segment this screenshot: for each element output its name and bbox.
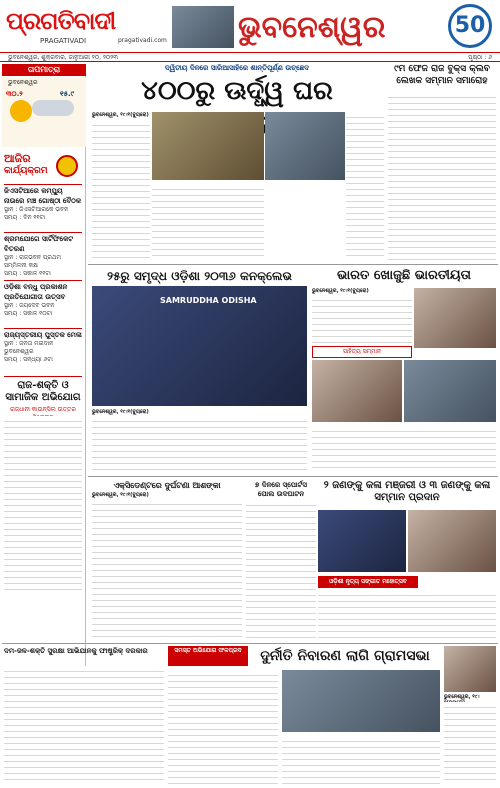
bottom-mid-body [168,670,278,784]
bottom-mid-body [282,736,440,784]
demolition-photo [152,112,264,180]
aji-subtitle: କାର୍ଯ୍ୟକ୍ରମ [4,166,48,176]
small-story-headline: ଏକ୍ସିଡେଣ୍ଟରେ ଦୁର୍ଘଟଣା ଆଶଙ୍କା [113,480,221,490]
aji-item [4,282,82,324]
small-story-byline: ଭୁବନେଶ୍ୱର, ୧୯।୧(ବ୍ୟୁରୋ) [92,492,149,498]
right-column-byline: ଭୁବନେଶ୍ୱର, ୧୯। [444,694,480,700]
aji-item-time: ସମୟ : ସକାଳ ୧୧ଟା [4,270,51,277]
small-story2-headline: ୭ ଦିନରେ ସ୍ପୋର୍ଟସ ପୋଲ ଉଦଘାଟନ [255,480,307,498]
anniversary-badge: 50 [448,4,492,48]
weather-title: ତାପମାତ୍ରା [2,64,86,76]
top-story-byline: ଭୁବନେଶ୍ୱର, ୧୯।୧(ବ୍ୟୁରୋ) [92,112,149,118]
bottom-left-headline: ଦମ-ଜଳ-ଶକ୍ତି ସୁରକ୍ଷା ଆଭିଯାନକୁ ଫାଷ୍ଟ୍ରିକ୍ ଦରକାର [4,646,148,655]
divider [88,476,498,477]
divider [4,232,82,233]
right-story2-body [312,295,412,347]
masthead-photo [172,6,234,48]
divider [4,328,82,329]
top-story-body [152,184,264,260]
weather-max: ୩୦.୨ [6,90,23,98]
masthead-logo: ପ୍ରଗତିବାଦୀ [6,6,116,35]
sun-icon [10,100,32,122]
aji-item-title: ଶ୍ରମଯୋଗେ ସାର୍ଟିଫିକେଟ ବିତରଣ [4,235,74,253]
mid-story-headline: ୨୫ରୁ ସମୃଦ୍ଧ ଓଡ଼ିଶା ୨୦୩୬ କନକ୍ଲେଭ [107,269,292,283]
art-inset-label: ଓଡ଼ିଶୀ ନୃତ୍ୟ ସଙ୍ଗୀତ ମହୋତ୍ସବ [318,576,418,588]
aji-title: ଆଜିର [4,152,31,165]
aji-item [4,234,82,276]
aji-item-time: ସମୟ : ସକାଳ ୧୦ଟା [4,310,53,317]
top-story-body [346,112,384,260]
small-story-body [92,499,242,639]
aji-item [4,330,82,372]
bottom-mid-headline: ଦୁର୍ନୀତି ନିବାରଣ ଲାଗି ଗ୍ରାମସଭା [260,648,430,664]
cloud-icon [32,100,74,116]
quote-label: ସାହିତ୍ୟ ସମ୍ମାନ [312,346,412,358]
bottom-mid-kicker: ସମସ୍ତ ଅଭିଯୋଗ ଫଳପ୍ରଦ [168,646,248,666]
event-photo [312,360,402,422]
aji-item-title: ଓଡ଼ିଶା ବନ୍ଧୁ ପ୍ରକାଶନ ପ୍ରତିଯୋଗୀତା ଉତ୍ସବ [4,283,68,301]
demolition-photo [265,112,345,180]
art-story-headline: ୨ ଜଣଙ୍କୁ କଳା ମଞ୍ଜରୀ ଓ ୩ ଜଣଙ୍କୁ କଳା ସମ୍ମାନ ପ୍ରଦାନ [323,480,491,503]
award-photo [408,510,496,572]
aji-item-venue: ସ୍ଥାନ : ରାଜଭବନ ପ୍ରଥମ ସମ୍ମିଳନୀ କକ୍ଷ [4,254,61,269]
aji-item [4,186,82,228]
aji-item-title: ଜିଏସଟିଆରେ କମ୍ପ୍ୟୁ ନାଉରେ ମଞ୍ଚ ଗୋଷ୍ଠୀ ବୈଠକ [4,187,82,205]
divider [4,280,82,281]
gram-sabha-photo [282,670,440,732]
aji-item-venue: ସ୍ଥାନ : ଜନତା ମଇଦାନ ଭୁବନେଶ୍ୱର [4,340,54,355]
page-number: ପୃଷ୍ଠା : ୬ [468,54,492,61]
aji-item-venue: ସ୍ଥାନ : ଜିଏସଟିଆରକେ ଭବନ [4,206,69,213]
left-story-kicker: ରାଜଧାନୀ କାଉନ୍ସିଲ ଉତ୍ତର [10,406,76,413]
aji-item-venue: ସ୍ଥାନ : ଜୟଦେବ ଭବନ [4,302,55,309]
mid-story-body [92,416,307,472]
right-story2-byline: ଭୁବନେଶ୍ୱର, ୧୯।୧(ବ୍ୟୁରୋ) [312,288,369,294]
aji-item-time: ସମୟ : ଦିନ ୧୧ଟା [4,214,46,221]
aji-item-title: ରାଜ୍ୟସ୍ତରୀୟ ପୁସ୍ତକ ମେଳା [4,331,82,339]
clock-icon [56,155,78,177]
portrait-photo [444,646,496,692]
right-story2-headline: ଭାରତ ଖୋଜୁଛି ଭାରତୀୟତା [336,268,471,283]
mid-story-byline: ଭୁବନେଶ୍ୱର, ୧୯।୧(ବ୍ୟୁରୋ) [92,409,149,415]
right-story1-subhead: ଲେଖକ ସମ୍ମାନ ସମାରୋହ [396,76,488,86]
edition-city: ଭୁବନେଶ୍ୱର [238,10,386,45]
top-story-body [92,120,150,260]
left-story-body [4,416,82,591]
left-story-headline: ରାଜ-ଶକ୍ତି ଓ ସାମାଜିକ ଅଭିଯୋଗ [5,380,81,403]
event-photo [404,360,496,422]
divider [88,264,498,265]
dateline [0,52,500,62]
speaker-photo [414,288,496,348]
award-photo [318,510,406,572]
right-story1-body [388,92,496,260]
masthead-website: pragativadi.com [118,37,167,44]
art-story-body [318,590,496,639]
top-story-headline: ୪୦୦ରୁ ଊର୍ଦ୍ଧ୍ୱ ଘର [141,76,333,106]
weather-min: ୧୫.୯ [60,90,75,98]
right-story1-headline: ୯ମ ଫେଜ ରାଜ ବୁକ୍ସ କ୍ଲବ [394,64,490,74]
divider [2,643,498,644]
right-column-body [444,702,496,784]
small-story2-body [246,500,316,639]
weather-city: ଭୁବନେଶ୍ୱର [8,79,38,86]
right-story2-body [312,426,496,472]
dateline-text: ଭୁବନେଶ୍ୱର, ଶୁକ୍ରବାର, ଜାନୁଆରୀ ୨୦, ୨୦୨୩ [8,54,118,61]
divider [4,184,82,185]
aji-item-time: ସମୟ : ସନ୍ଧ୍ୟା ୬ଟା [4,356,53,363]
bottom-left-body [4,666,164,784]
top-story-kicker: ଦ୍ୱିତୀୟ ଦିନରେ ସାରିଆସାହିରେ ଶାନ୍ତିପୂର୍ଣ୍ଣ ଉଚ୍ଛେଦ [165,64,309,72]
divider [4,376,82,377]
conclave-banner: SAMRUDDHA ODISHA [160,296,257,305]
masthead-logo-english: PRAGATIVADI [40,37,87,45]
